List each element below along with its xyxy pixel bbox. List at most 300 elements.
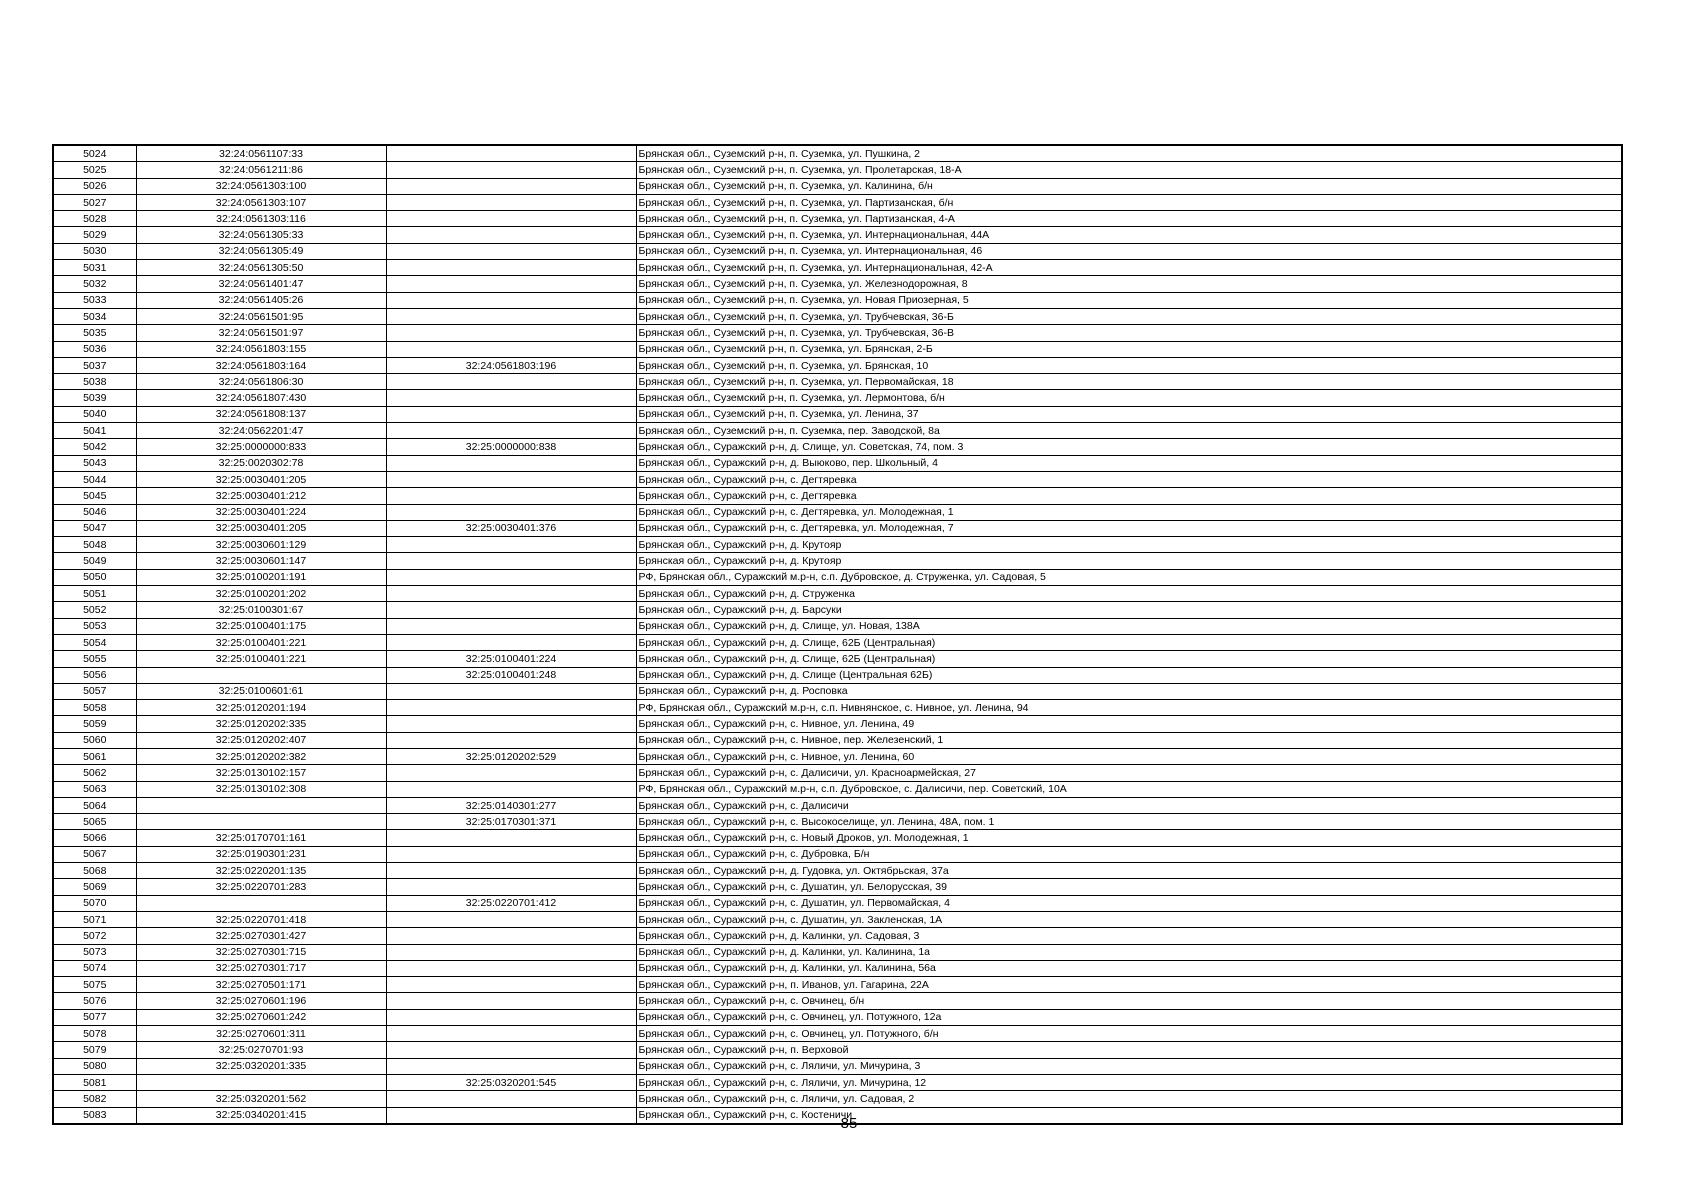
- linked-cadastral-cell: 32:25:0030401:376: [386, 520, 636, 536]
- linked-cadastral-cell: 32:24:0561803:196: [386, 357, 636, 373]
- address-cell: Брянская обл., Суземский р-н, п. Суземка, ул. Ленина, 37: [636, 406, 1622, 422]
- row-number-cell: 5045: [53, 488, 136, 504]
- table-row: [53, 700, 1622, 716]
- cadastral-number-cell: 32:25:0100601:61: [136, 683, 386, 699]
- linked-cadastral-cell: [386, 504, 636, 520]
- table-row: [53, 390, 1622, 406]
- linked-cadastral-cell: 32:25:0220701:412: [386, 895, 636, 911]
- cadastral-number-cell: 32:25:0120202:407: [136, 732, 386, 748]
- row-number-cell: 5031: [53, 260, 136, 276]
- table-row: [53, 1026, 1622, 1042]
- table-row: [53, 618, 1622, 634]
- table-row: [53, 797, 1622, 813]
- table-row: [53, 162, 1622, 178]
- cadastral-number-cell: 32:25:0270301:427: [136, 928, 386, 944]
- cadastral-number-cell: 32:25:0190301:231: [136, 846, 386, 862]
- row-number-cell: 5079: [53, 1042, 136, 1058]
- address-cell: Брянская обл., Суражский р-н, д. Калинки, ул. Калинина, 56а: [636, 960, 1622, 976]
- table-row: [53, 520, 1622, 536]
- cadastral-number-cell: 32:24:0561303:116: [136, 211, 386, 227]
- row-number-cell: 5037: [53, 357, 136, 373]
- table-row: [53, 748, 1622, 764]
- linked-cadastral-cell: [386, 1042, 636, 1058]
- row-number-cell: 5073: [53, 944, 136, 960]
- row-number-cell: 5043: [53, 455, 136, 471]
- row-number-cell: 5034: [53, 308, 136, 324]
- table-row: [53, 439, 1622, 455]
- table-row: [53, 1058, 1622, 1074]
- linked-cadastral-cell: [386, 194, 636, 210]
- cadastral-number-cell: 32:24:0561501:97: [136, 325, 386, 341]
- cadastral-number-cell: 32:24:0561405:26: [136, 292, 386, 308]
- linked-cadastral-cell: [386, 993, 636, 1009]
- table-row: [53, 341, 1622, 357]
- cadastral-number-cell: 32:25:0270601:311: [136, 1026, 386, 1042]
- row-number-cell: 5026: [53, 178, 136, 194]
- address-cell: Брянская обл., Суражский р-н, д. Гудовка, ул. Октябрьская, 37а: [636, 863, 1622, 879]
- address-cell: Брянская обл., Суражский р-н, д. Слище, 62Б (Центральная): [636, 634, 1622, 650]
- address-cell: Брянская обл., Суражский р-н, с. Костеничи: [636, 1107, 1622, 1124]
- linked-cadastral-cell: [386, 374, 636, 390]
- row-number-cell: 5082: [53, 1091, 136, 1107]
- address-cell: РФ, Брянская обл., Суражский м.р-н, с.п. Дубровское, с. Далисичи, пер. Советский, 10А: [636, 781, 1622, 797]
- table-row: [53, 537, 1622, 553]
- cadastral-number-cell: 32:25:0220201:135: [136, 863, 386, 879]
- table-row: [53, 211, 1622, 227]
- linked-cadastral-cell: 32:25:0140301:277: [386, 797, 636, 813]
- cadastral-number-cell: 32:25:0100401:175: [136, 618, 386, 634]
- linked-cadastral-cell: [386, 977, 636, 993]
- linked-cadastral-cell: [386, 276, 636, 292]
- cadastral-number-cell: 32:25:0030401:205: [136, 520, 386, 536]
- cadastral-number-cell: 32:25:0030401:205: [136, 471, 386, 487]
- table-row: [53, 944, 1622, 960]
- linked-cadastral-cell: [386, 602, 636, 618]
- registry-table-body: [53, 145, 1622, 1124]
- row-number-cell: 5068: [53, 863, 136, 879]
- cadastral-number-cell: 32:25:0120202:335: [136, 716, 386, 732]
- table-row: [53, 814, 1622, 830]
- cadastral-number-cell: 32:25:0220701:283: [136, 879, 386, 895]
- linked-cadastral-cell: [386, 960, 636, 976]
- cadastral-number-cell: 32:25:0030601:147: [136, 553, 386, 569]
- row-number-cell: 5040: [53, 406, 136, 422]
- cadastral-number-cell: 32:25:0000000:833: [136, 439, 386, 455]
- linked-cadastral-cell: [386, 211, 636, 227]
- row-number-cell: 5032: [53, 276, 136, 292]
- table-row: [53, 895, 1622, 911]
- address-cell: РФ, Брянская обл., Суражский м.р-н, с.п. Дубровское, д. Струженка, ул. Садовая, 5: [636, 569, 1622, 585]
- cadastral-number-cell: 32:24:0561303:100: [136, 178, 386, 194]
- cadastral-number-cell: 32:24:0561808:137: [136, 406, 386, 422]
- address-cell: Брянская обл., Суражский р-н, п. Верховой: [636, 1042, 1622, 1058]
- address-cell: Брянская обл., Суземский р-н, п. Суземка, ул. Партизанская, б/н: [636, 194, 1622, 210]
- address-cell: Брянская обл., Суражский р-н, с. Ляличи, ул. Садовая, 2: [636, 1091, 1622, 1107]
- address-cell: Брянская обл., Суражский р-н, д. Калинки, ул. Садовая, 3: [636, 928, 1622, 944]
- address-cell: Брянская обл., Суражский р-н, с. Дегтяревка, ул. Молодежная, 7: [636, 520, 1622, 536]
- row-number-cell: 5025: [53, 162, 136, 178]
- table-row: [53, 504, 1622, 520]
- row-number-cell: 5038: [53, 374, 136, 390]
- row-number-cell: 5047: [53, 520, 136, 536]
- row-number-cell: 5036: [53, 341, 136, 357]
- row-number-cell: 5053: [53, 618, 136, 634]
- linked-cadastral-cell: [386, 911, 636, 927]
- address-cell: Брянская обл., Суземский р-н, п. Суземка, ул. Железнодорожная, 8: [636, 276, 1622, 292]
- cadastral-number-cell: 32:24:0561305:33: [136, 227, 386, 243]
- linked-cadastral-cell: 32:25:0170301:371: [386, 814, 636, 830]
- table-row: [53, 227, 1622, 243]
- linked-cadastral-cell: [386, 1091, 636, 1107]
- address-cell: Брянская обл., Суражский р-н, с. Ляличи, ул. Мичурина, 3: [636, 1058, 1622, 1074]
- row-number-cell: 5029: [53, 227, 136, 243]
- linked-cadastral-cell: [386, 145, 636, 162]
- address-cell: Брянская обл., Суземский р-н, п. Суземка, ул. Калинина, б/н: [636, 178, 1622, 194]
- cadastral-number-cell: 32:24:0561107:33: [136, 145, 386, 162]
- row-number-cell: 5057: [53, 683, 136, 699]
- table-row: [53, 260, 1622, 276]
- table-row: [53, 325, 1622, 341]
- table-row: [53, 406, 1622, 422]
- cadastral-number-cell: 32:24:0561501:95: [136, 308, 386, 324]
- address-cell: Брянская обл., Суражский р-н, д. Барсуки: [636, 602, 1622, 618]
- registry-table: [52, 144, 1623, 1125]
- table-row: [53, 374, 1622, 390]
- table-row: [53, 602, 1622, 618]
- row-number-cell: 5081: [53, 1074, 136, 1090]
- cadastral-number-cell: 32:25:0020302:78: [136, 455, 386, 471]
- cadastral-number-cell: 32:25:0100201:202: [136, 586, 386, 602]
- table-row: [53, 634, 1622, 650]
- address-cell: Брянская обл., Суражский р-н, д. Струженка: [636, 586, 1622, 602]
- cadastral-number-cell: 32:25:0270301:715: [136, 944, 386, 960]
- cadastral-number-cell: 32:25:0270701:93: [136, 1042, 386, 1058]
- linked-cadastral-cell: [386, 928, 636, 944]
- row-number-cell: 5065: [53, 814, 136, 830]
- row-number-cell: 5048: [53, 537, 136, 553]
- cadastral-number-cell: 32:24:0561806:30: [136, 374, 386, 390]
- address-cell: Брянская обл., Суражский р-н, с. Далисичи, ул. Красноармейская, 27: [636, 765, 1622, 781]
- linked-cadastral-cell: [386, 455, 636, 471]
- address-cell: Брянская обл., Суземский р-н, п. Суземка, ул. Трубчевская, 36-В: [636, 325, 1622, 341]
- table-row: [53, 455, 1622, 471]
- row-number-cell: 5063: [53, 781, 136, 797]
- linked-cadastral-cell: [386, 243, 636, 259]
- address-cell: Брянская обл., Суземский р-н, п. Суземка, ул. Пушкина, 2: [636, 145, 1622, 162]
- cadastral-number-cell: 32:25:0130102:308: [136, 781, 386, 797]
- cadastral-number-cell: 32:24:0561807:430: [136, 390, 386, 406]
- cadastral-number-cell: 32:25:0030601:129: [136, 537, 386, 553]
- cadastral-number-cell: 32:24:0562201:47: [136, 423, 386, 439]
- address-cell: Брянская обл., Суражский р-н, с. Дегтяревка: [636, 488, 1622, 504]
- table-row: [53, 716, 1622, 732]
- linked-cadastral-cell: [386, 308, 636, 324]
- row-number-cell: 5067: [53, 846, 136, 862]
- row-number-cell: 5042: [53, 439, 136, 455]
- table-row: [53, 423, 1622, 439]
- row-number-cell: 5049: [53, 553, 136, 569]
- cadastral-number-cell: 32:24:0561305:50: [136, 260, 386, 276]
- cadastral-number-cell: 32:24:0561401:47: [136, 276, 386, 292]
- linked-cadastral-cell: [386, 162, 636, 178]
- table-row: [53, 553, 1622, 569]
- linked-cadastral-cell: [386, 683, 636, 699]
- table-row: [53, 292, 1622, 308]
- table-row: [53, 830, 1622, 846]
- cadastral-number-cell: 32:25:0100401:221: [136, 634, 386, 650]
- address-cell: Брянская обл., Суражский р-н, с. Овчинец, ул. Потужного, 12а: [636, 1009, 1622, 1025]
- address-cell: Брянская обл., Суражский р-н, с. Дубровка, Б/н: [636, 846, 1622, 862]
- linked-cadastral-cell: [386, 765, 636, 781]
- row-number-cell: 5066: [53, 830, 136, 846]
- address-cell: Брянская обл., Суземский р-н, п. Суземка, ул. Интернациональная, 46: [636, 243, 1622, 259]
- address-cell: Брянская обл., Суземский р-н, п. Суземка, ул. Первомайская, 18: [636, 374, 1622, 390]
- linked-cadastral-cell: [386, 1009, 636, 1025]
- row-number-cell: 5050: [53, 569, 136, 585]
- row-number-cell: 5078: [53, 1026, 136, 1042]
- address-cell: РФ, Брянская обл., Суражский м.р-н, с.п. Нивнянское, с. Нивное, ул. Ленина, 94: [636, 700, 1622, 716]
- row-number-cell: 5074: [53, 960, 136, 976]
- linked-cadastral-cell: [386, 178, 636, 194]
- row-number-cell: 5033: [53, 292, 136, 308]
- table-row: [53, 488, 1622, 504]
- linked-cadastral-cell: [386, 830, 636, 846]
- address-cell: Брянская обл., Суражский р-н, с. Новый Дроков, ул. Молодежная, 1: [636, 830, 1622, 846]
- row-number-cell: 5041: [53, 423, 136, 439]
- table-row: [53, 243, 1622, 259]
- cadastral-number-cell: [136, 895, 386, 911]
- linked-cadastral-cell: [386, 260, 636, 276]
- linked-cadastral-cell: [386, 781, 636, 797]
- address-cell: Брянская обл., Суражский р-н, с. Ляличи, ул. Мичурина, 12: [636, 1074, 1622, 1090]
- cadastral-number-cell: 32:25:0270601:196: [136, 993, 386, 1009]
- row-number-cell: 5035: [53, 325, 136, 341]
- cadastral-number-cell: 32:25:0120201:194: [136, 700, 386, 716]
- address-cell: Брянская обл., Суражский р-н, с. Нивное, ул. Ленина, 49: [636, 716, 1622, 732]
- row-number-cell: 5072: [53, 928, 136, 944]
- linked-cadastral-cell: [386, 634, 636, 650]
- address-cell: Брянская обл., Суземский р-н, п. Суземка, ул. Интернациональная, 44А: [636, 227, 1622, 243]
- table-row: [53, 178, 1622, 194]
- table-row: [53, 683, 1622, 699]
- address-cell: Брянская обл., Суражский р-н, с. Нивное, пер. Железенский, 1: [636, 732, 1622, 748]
- table-row: [53, 993, 1622, 1009]
- address-cell: Брянская обл., Суражский р-н, с. Далисичи: [636, 797, 1622, 813]
- address-cell: Брянская обл., Суземский р-н, п. Суземка, ул. Интернациональная, 42-А: [636, 260, 1622, 276]
- address-cell: Брянская обл., Суражский р-н, д. Слище, ул. Советская, 74, пом. 3: [636, 439, 1622, 455]
- table-row: [53, 765, 1622, 781]
- cadastral-number-cell: 32:25:0170701:161: [136, 830, 386, 846]
- linked-cadastral-cell: [386, 325, 636, 341]
- cadastral-number-cell: 32:25:0030401:224: [136, 504, 386, 520]
- address-cell: Брянская обл., Суземский р-н, п. Суземка, ул. Новая Приозерная, 5: [636, 292, 1622, 308]
- address-cell: Брянская обл., Суражский р-н, с. Нивное, ул. Ленина, 60: [636, 748, 1622, 764]
- table-row: [53, 781, 1622, 797]
- table-row: [53, 911, 1622, 927]
- row-number-cell: 5075: [53, 977, 136, 993]
- address-cell: Брянская обл., Суражский р-н, д. Выюково, пер. Школьный, 4: [636, 455, 1622, 471]
- cadastral-number-cell: 32:25:0340201:415: [136, 1107, 386, 1124]
- cadastral-number-cell: 32:25:0320201:562: [136, 1091, 386, 1107]
- address-cell: Брянская обл., Суражский р-н, с. Высокоселище, ул. Ленина, 48А, пом. 1: [636, 814, 1622, 830]
- row-number-cell: 5055: [53, 651, 136, 667]
- row-number-cell: 5076: [53, 993, 136, 1009]
- row-number-cell: 5061: [53, 748, 136, 764]
- address-cell: Брянская обл., Суземский р-н, п. Суземка, ул. Лермонтова, б/н: [636, 390, 1622, 406]
- cadastral-number-cell: 32:25:0270301:717: [136, 960, 386, 976]
- row-number-cell: 5064: [53, 797, 136, 813]
- table-row: [53, 308, 1622, 324]
- address-cell: Брянская обл., Суражский р-н, с. Душатин, ул. Закленская, 1А: [636, 911, 1622, 927]
- table-row: [53, 471, 1622, 487]
- cadastral-number-cell: 32:25:0270601:242: [136, 1009, 386, 1025]
- cadastral-number-cell: 32:25:0100301:67: [136, 602, 386, 618]
- table-row: [53, 879, 1622, 895]
- row-number-cell: 5060: [53, 732, 136, 748]
- table-row: [53, 1042, 1622, 1058]
- address-cell: Брянская обл., Суземский р-н, п. Суземка, ул. Брянская, 10: [636, 357, 1622, 373]
- cadastral-number-cell: 32:25:0220701:418: [136, 911, 386, 927]
- cadastral-number-cell: 32:25:0130102:157: [136, 765, 386, 781]
- row-number-cell: 5054: [53, 634, 136, 650]
- cadastral-number-cell: 32:24:0561803:155: [136, 341, 386, 357]
- table-row: [53, 732, 1622, 748]
- address-cell: Брянская обл., Суражский р-н, с. Душатин, ул. Первомайская, 4: [636, 895, 1622, 911]
- linked-cadastral-cell: [386, 618, 636, 634]
- page-number: 85: [840, 1115, 858, 1132]
- linked-cadastral-cell: [386, 227, 636, 243]
- cadastral-number-cell: 32:24:0561803:164: [136, 357, 386, 373]
- table-row: [53, 357, 1622, 373]
- linked-cadastral-cell: [386, 341, 636, 357]
- linked-cadastral-cell: 32:25:0320201:545: [386, 1074, 636, 1090]
- table-row: [53, 569, 1622, 585]
- table-row: [53, 651, 1622, 667]
- table-row: [53, 194, 1622, 210]
- address-cell: Брянская обл., Суражский р-н, с. Овчинец, б/н: [636, 993, 1622, 1009]
- row-number-cell: 5080: [53, 1058, 136, 1074]
- row-number-cell: 5044: [53, 471, 136, 487]
- cadastral-number-cell: [136, 667, 386, 683]
- linked-cadastral-cell: [386, 471, 636, 487]
- linked-cadastral-cell: [386, 423, 636, 439]
- cadastral-number-cell: 32:25:0320201:335: [136, 1058, 386, 1074]
- linked-cadastral-cell: [386, 537, 636, 553]
- row-number-cell: 5046: [53, 504, 136, 520]
- address-cell: Брянская обл., Суражский р-н, с. Дегтяревка: [636, 471, 1622, 487]
- table-row: [53, 1009, 1622, 1025]
- linked-cadastral-cell: [386, 488, 636, 504]
- row-number-cell: 5069: [53, 879, 136, 895]
- address-cell: Брянская обл., Суражский р-н, п. Иванов, ул. Гагарина, 22А: [636, 977, 1622, 993]
- address-cell: Брянская обл., Суражский р-н, д. Росповка: [636, 683, 1622, 699]
- table-row: [53, 928, 1622, 944]
- linked-cadastral-cell: [386, 1026, 636, 1042]
- table-row: [53, 977, 1622, 993]
- table-row: [53, 667, 1622, 683]
- linked-cadastral-cell: [386, 1058, 636, 1074]
- address-cell: Брянская обл., Суражский р-н, д. Слище, 62Б (Центральная): [636, 651, 1622, 667]
- address-cell: Брянская обл., Суражский р-н, д. Крутояр: [636, 537, 1622, 553]
- row-number-cell: 5024: [53, 145, 136, 162]
- address-cell: Брянская обл., Суземский р-н, п. Суземка, ул. Партизанская, 4-А: [636, 211, 1622, 227]
- cadastral-number-cell: [136, 797, 386, 813]
- row-number-cell: 5030: [53, 243, 136, 259]
- cadastral-number-cell: 32:25:0270501:171: [136, 977, 386, 993]
- cadastral-number-cell: 32:25:0100401:221: [136, 651, 386, 667]
- row-number-cell: 5071: [53, 911, 136, 927]
- linked-cadastral-cell: [386, 700, 636, 716]
- cadastral-number-cell: 32:25:0100201:191: [136, 569, 386, 585]
- linked-cadastral-cell: [386, 732, 636, 748]
- cadastral-number-cell: [136, 1074, 386, 1090]
- linked-cadastral-cell: 32:25:0100401:248: [386, 667, 636, 683]
- linked-cadastral-cell: 32:25:0000000:838: [386, 439, 636, 455]
- cadastral-number-cell: [136, 814, 386, 830]
- linked-cadastral-cell: [386, 553, 636, 569]
- table-row: [53, 846, 1622, 862]
- table-row: [53, 1091, 1622, 1107]
- table-row: [53, 145, 1622, 162]
- address-cell: Брянская обл., Суражский р-н, д. Слище, ул. Новая, 138А: [636, 618, 1622, 634]
- row-number-cell: 5070: [53, 895, 136, 911]
- row-number-cell: 5027: [53, 194, 136, 210]
- row-number-cell: 5051: [53, 586, 136, 602]
- row-number-cell: 5052: [53, 602, 136, 618]
- linked-cadastral-cell: [386, 863, 636, 879]
- linked-cadastral-cell: [386, 390, 636, 406]
- row-number-cell: 5058: [53, 700, 136, 716]
- address-cell: Брянская обл., Суражский р-н, с. Овчинец, ул. Потужного, б/н: [636, 1026, 1622, 1042]
- address-cell: Брянская обл., Суражский р-н, д. Крутояр: [636, 553, 1622, 569]
- cadastral-number-cell: 32:24:0561305:49: [136, 243, 386, 259]
- row-number-cell: 5077: [53, 1009, 136, 1025]
- linked-cadastral-cell: 32:25:0100401:224: [386, 651, 636, 667]
- address-cell: Брянская обл., Суражский р-н, д. Калинки, ул. Калинина, 1а: [636, 944, 1622, 960]
- linked-cadastral-cell: [386, 846, 636, 862]
- address-cell: Брянская обл., Суражский р-н, д. Слище (Центральная 62Б): [636, 667, 1622, 683]
- address-cell: Брянская обл., Суражский р-н, с. Дегтяревка, ул. Молодежная, 1: [636, 504, 1622, 520]
- cadastral-number-cell: 32:24:0561303:107: [136, 194, 386, 210]
- row-number-cell: 5059: [53, 716, 136, 732]
- linked-cadastral-cell: [386, 586, 636, 602]
- table-row: [53, 586, 1622, 602]
- linked-cadastral-cell: [386, 406, 636, 422]
- row-number-cell: 5062: [53, 765, 136, 781]
- row-number-cell: 5039: [53, 390, 136, 406]
- address-cell: Брянская обл., Суражский р-н, с. Душатин, ул. Белорусская, 39: [636, 879, 1622, 895]
- cadastral-number-cell: 32:24:0561211:86: [136, 162, 386, 178]
- table-row: [53, 276, 1622, 292]
- address-cell: Брянская обл., Суземский р-н, п. Суземка, ул. Трубчевская, 36-Б: [636, 308, 1622, 324]
- linked-cadastral-cell: 32:25:0120202:529: [386, 748, 636, 764]
- row-number-cell: 5028: [53, 211, 136, 227]
- address-cell: Брянская обл., Суземский р-н, п. Суземка, ул. Пролетарская, 18-А: [636, 162, 1622, 178]
- row-number-cell: 5083: [53, 1107, 136, 1124]
- linked-cadastral-cell: [386, 716, 636, 732]
- row-number-cell: 5056: [53, 667, 136, 683]
- address-cell: Брянская обл., Суземский р-н, п. Суземка, пер. Заводской, 8а: [636, 423, 1622, 439]
- linked-cadastral-cell: [386, 292, 636, 308]
- cadastral-number-cell: 32:25:0120202:382: [136, 748, 386, 764]
- table-row: [53, 960, 1622, 976]
- address-cell: Брянская обл., Суземский р-н, п. Суземка, ул. Брянская, 2-Б: [636, 341, 1622, 357]
- linked-cadastral-cell: [386, 879, 636, 895]
- table-row: [53, 1074, 1622, 1090]
- linked-cadastral-cell: [386, 569, 636, 585]
- cadastral-number-cell: 32:25:0030401:212: [136, 488, 386, 504]
- table-row: [53, 863, 1622, 879]
